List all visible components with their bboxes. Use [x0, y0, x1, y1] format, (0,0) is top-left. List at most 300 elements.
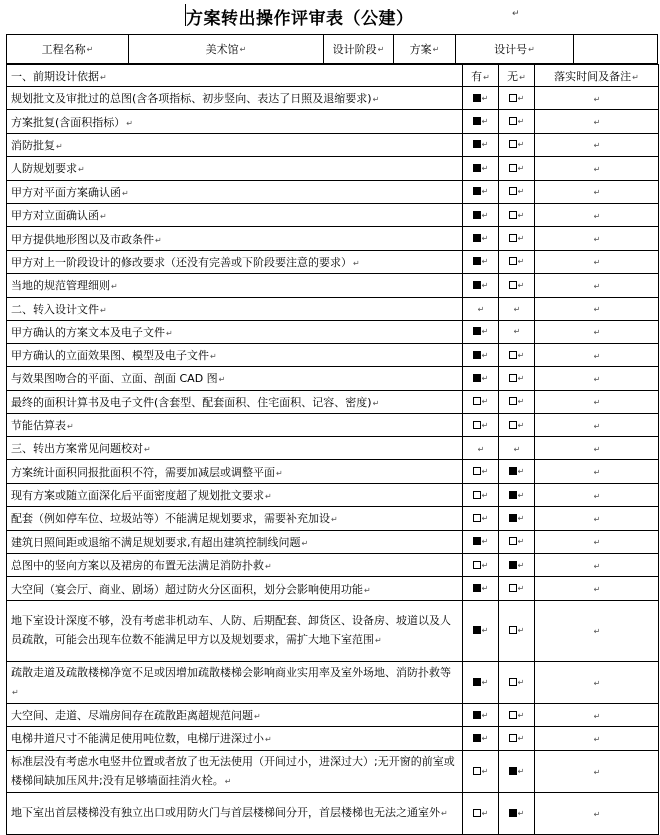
checkbox-cell-no [499, 250, 535, 273]
checkbox-cell-yes [463, 703, 499, 726]
checkbox-cell-yes [463, 792, 499, 834]
checklist-item-text: 疏散走道及疏散楼梯净宽不足或因增加疏散楼梯会影响商业实用率及室外场地、消防扑救等 [11, 665, 451, 679]
paragraph-mark-icon: ↵ [517, 467, 525, 477]
note-cell[interactable] [535, 460, 659, 483]
section-heading [7, 297, 463, 320]
paragraph-mark-icon: ↵ [593, 351, 601, 361]
checkbox-checked-icon[interactable] [473, 626, 481, 634]
checkbox-unchecked-icon[interactable] [509, 397, 517, 405]
checkbox-checked-icon[interactable] [473, 234, 481, 242]
checklist-item [7, 792, 463, 834]
checkbox-cell-no [499, 320, 535, 343]
paragraph-mark-icon: ↵ [481, 733, 489, 743]
checklist-item-text: 标准层没有考虑水电竖井位置或者放了也无法使用（开间过小，进深过大）;无开窗的前室或楼梯间缺加压风井;没有足够墙面挂消火栓。 [11, 754, 455, 787]
project-info-table [6, 34, 658, 64]
note-cell[interactable] [535, 367, 659, 390]
checklist-row [7, 320, 659, 343]
checkbox-cell-no [499, 227, 535, 250]
checkbox-cell-no [499, 87, 535, 110]
checklist-row [7, 703, 659, 726]
checklist-item-text: 配套（例如停车位、垃圾站等）不能满足规划要求，需要补充加设 [11, 512, 330, 526]
note-cell[interactable] [535, 110, 659, 133]
note-cell[interactable] [535, 203, 659, 226]
checkbox-checked-icon[interactable] [473, 351, 481, 359]
checkbox-cell-no [499, 792, 535, 834]
checkbox-cell-yes [463, 727, 499, 750]
checkbox-unchecked-icon[interactable] [509, 164, 517, 172]
paragraph-mark-icon: ↵ [593, 585, 601, 595]
checkbox-cell-yes [463, 600, 499, 661]
paragraph-mark-icon: ↵ [593, 141, 601, 151]
checkbox-unchecked-icon[interactable] [509, 211, 517, 219]
checkbox-cell-no [499, 133, 535, 156]
checkbox-checked-icon[interactable] [473, 187, 481, 195]
column-header-note [535, 65, 659, 87]
checklist-item-text: 人防规划要求 [11, 162, 77, 176]
checkbox-checked-icon[interactable] [509, 467, 517, 475]
checklist-row [7, 792, 659, 834]
checklist-item-text: 甲方对上一阶段设计的修改要求（还没有完善或下阶段要注意的要求） [11, 255, 352, 269]
checkbox-checked-icon[interactable] [473, 94, 481, 102]
checkbox-checked-icon[interactable] [473, 327, 481, 335]
paragraph-mark-icon: ↵ [593, 211, 601, 221]
paragraph-mark-icon: ↵ [481, 327, 489, 337]
paragraph-mark-icon: ↵ [517, 234, 525, 244]
note-cell[interactable] [535, 530, 659, 553]
checkbox-unchecked-icon[interactable] [509, 281, 517, 289]
checkbox-unchecked-icon[interactable] [473, 397, 481, 405]
checkbox-cell-yes [463, 227, 499, 250]
checklist-row [7, 87, 659, 110]
checklist-item [7, 343, 463, 366]
checklist-row [7, 554, 659, 577]
checklist-row [7, 661, 659, 703]
paragraph-mark-icon: ↵ [481, 677, 489, 687]
note-cell[interactable] [535, 727, 659, 750]
checkbox-unchecked-icon[interactable] [509, 94, 517, 102]
checkbox-checked-icon[interactable] [473, 734, 481, 742]
checkbox-unchecked-icon[interactable] [509, 257, 517, 265]
note-cell[interactable] [535, 661, 659, 703]
note-cell[interactable] [535, 157, 659, 180]
paragraph-mark-icon: ↵ [331, 515, 338, 525]
section-heading-row [7, 65, 659, 87]
checkbox-cell-no [499, 703, 535, 726]
checkbox-unchecked-icon[interactable] [473, 467, 481, 475]
paragraph-mark-icon: ↵ [481, 490, 489, 500]
checklist-row [7, 180, 659, 203]
paragraph-mark-icon: ↵ [517, 537, 525, 547]
checklist-item [7, 227, 463, 250]
paragraph-mark-icon: ↵ [265, 562, 272, 572]
checkbox-unchecked-icon[interactable] [473, 421, 481, 429]
checkbox-unchecked-icon[interactable] [473, 767, 481, 775]
checkbox-cell-no [499, 367, 535, 390]
checklist-item [7, 661, 463, 703]
note-cell[interactable] [535, 750, 659, 792]
paragraph-mark-icon: ↵ [519, 72, 526, 82]
paragraph-mark-icon: ↵ [218, 375, 226, 385]
note-cell[interactable] [535, 792, 659, 834]
paragraph-mark-icon: ↵ [517, 257, 525, 267]
title-row [0, 0, 660, 34]
column-header-yes-text: 有 [471, 69, 483, 83]
checkbox-cell-yes [463, 250, 499, 273]
checkbox-cell-no [499, 554, 535, 577]
paragraph-mark-icon: ↵ [517, 350, 525, 360]
checklist-item-text: 大空间（宴会厅、商业、剧场）超过防火分区面积，划分会影响使用功能 [11, 582, 363, 596]
paragraph-mark-icon: ↵ [517, 187, 525, 197]
paragraph-mark-icon: ↵ [122, 188, 129, 198]
note-cell[interactable] [535, 390, 659, 413]
checklist-item [7, 414, 463, 437]
paragraph-mark-icon: ↵ [481, 420, 489, 430]
paragraph-mark-icon: ↵ [593, 421, 601, 431]
checkbox-unchecked-icon[interactable] [509, 234, 517, 242]
checkbox-cell-yes [463, 180, 499, 203]
checklist-item-text: 大空间、走道、尽端房间存在疏散距离超规范问题 [11, 709, 253, 722]
paragraph-mark-icon: ↵ [166, 328, 173, 338]
paragraph-mark-icon: ↵ [517, 397, 525, 407]
empty-header-cell [499, 297, 535, 320]
note-cell[interactable] [535, 180, 659, 203]
checklist-row [7, 343, 659, 366]
checklist-row [7, 203, 659, 226]
paragraph-mark-icon: ↵ [477, 444, 485, 454]
paragraph-mark-icon: ↵ [632, 72, 639, 82]
note-cell[interactable] [535, 483, 659, 506]
checkbox-cell-no [499, 483, 535, 506]
paragraph-mark-icon: ↵ [377, 44, 385, 54]
paragraph-mark-icon: ↵ [375, 636, 382, 646]
paragraph-mark-icon: ↵ [593, 235, 601, 245]
checklist-item [7, 274, 463, 297]
checkbox-checked-icon[interactable] [473, 140, 481, 148]
checkbox-checked-icon[interactable] [509, 514, 517, 522]
checkbox-unchecked-icon[interactable] [473, 809, 481, 817]
paragraph-mark-icon: ↵ [513, 305, 521, 315]
checkbox-checked-icon[interactable] [473, 374, 481, 382]
design-stage-value-cell[interactable] [394, 35, 456, 63]
checkbox-checked-icon[interactable] [473, 164, 481, 172]
checkbox-cell-yes [463, 460, 499, 483]
paragraph-mark-icon: ↵ [517, 373, 525, 383]
checklist-item [7, 133, 463, 156]
paragraph-mark-icon: ↵ [481, 710, 489, 720]
checkbox-checked-icon[interactable] [473, 211, 481, 219]
checklist-item-text: 甲方对立面确认函 [11, 209, 99, 223]
project-name-label-cell [7, 35, 129, 63]
checklist-item [7, 320, 463, 343]
paragraph-mark-icon: ↵ [593, 258, 601, 268]
checkbox-cell-no [499, 507, 535, 530]
checkbox-checked-icon[interactable] [473, 117, 481, 125]
checkbox-unchecked-icon[interactable] [509, 351, 517, 359]
checklist-item-text: 电梯井道尺寸不能满足使用吨位数，电梯厅进深过小 [11, 732, 264, 746]
checkbox-cell-yes [463, 577, 499, 600]
checklist-row [7, 367, 659, 390]
checkbox-unchecked-icon[interactable] [509, 117, 517, 125]
checklist-row [7, 727, 659, 750]
checklist-item-text: 方案批复(含面积指标） [11, 115, 126, 129]
column-header-note-text: 落实时间及备注 [554, 69, 632, 83]
page-title: 方案转出操作评审表（公建） [186, 9, 414, 29]
paragraph-mark-icon: ↵ [100, 72, 107, 82]
note-cell[interactable] [535, 507, 659, 530]
paragraph-mark-icon: ↵ [517, 677, 525, 687]
section-heading-row [7, 437, 659, 460]
checkbox-checked-icon[interactable] [473, 711, 481, 719]
design-stage-value[interactable]: 方案 [409, 43, 432, 56]
paragraph-mark-icon: ↵ [100, 212, 107, 222]
checkbox-unchecked-icon[interactable] [509, 140, 517, 148]
paragraph-mark-icon: ↵ [364, 585, 371, 595]
paragraph-mark-icon: ↵ [265, 492, 272, 502]
checkbox-unchecked-icon[interactable] [509, 421, 517, 429]
note-cell[interactable] [535, 577, 659, 600]
paragraph-mark-icon: ↵ [593, 627, 601, 637]
checkbox-checked-icon[interactable] [509, 809, 517, 817]
checkbox-unchecked-icon[interactable] [509, 711, 517, 719]
checkbox-cell-no [499, 530, 535, 553]
checkbox-unchecked-icon[interactable] [509, 187, 517, 195]
checklist-item [7, 87, 463, 110]
paragraph-mark-icon: ↵ [144, 445, 151, 455]
checklist-item-text: 节能估算表 [11, 419, 66, 433]
checklist-row [7, 460, 659, 483]
checklist-row [7, 530, 659, 553]
paragraph-mark-icon: ↵ [239, 44, 247, 54]
paragraph-mark-icon: ↵ [513, 444, 521, 454]
paragraph-mark-icon: ↵ [513, 327, 521, 337]
checklist-item [7, 727, 463, 750]
checklist-item-text: 甲方确认的方案文本及电子文件 [11, 325, 165, 339]
section-heading-row [7, 297, 659, 320]
checkbox-checked-icon[interactable] [473, 584, 481, 592]
checkbox-unchecked-icon[interactable] [473, 514, 481, 522]
checkbox-cell-no [499, 180, 535, 203]
paragraph-mark-icon: ↵ [517, 210, 525, 220]
checklist-item [7, 390, 463, 413]
checkbox-cell-yes [463, 507, 499, 530]
checklist-item-text: 最终的面积计算书及电子文件(含套型、配套面积、住宅面积、记容、密度) [11, 395, 372, 409]
checkbox-cell-yes [463, 133, 499, 156]
checklist-row [7, 250, 659, 273]
section-heading [7, 437, 463, 460]
checkbox-cell-yes [463, 110, 499, 133]
checklist-row [7, 133, 659, 156]
checkbox-cell-no [499, 110, 535, 133]
column-header-no [499, 65, 535, 87]
paragraph-mark-icon: ↵ [517, 513, 525, 523]
checkbox-cell-yes [463, 274, 499, 297]
empty-header-cell [463, 437, 499, 460]
empty-header-cell [463, 297, 499, 320]
empty-header-cell [535, 297, 659, 320]
note-cell[interactable] [535, 133, 659, 156]
checklist-row [7, 274, 659, 297]
checklist-row [7, 577, 659, 600]
note-cell[interactable] [535, 274, 659, 297]
paragraph-mark-icon: ↵ [67, 422, 74, 432]
paragraph-mark-icon: ↵ [372, 95, 380, 105]
checklist-item-text: 甲方对平面方案确认函 [11, 185, 121, 199]
paragraph-mark-icon: ↵ [372, 398, 380, 408]
paragraph-mark-icon: ↵ [593, 561, 601, 571]
checkbox-checked-icon[interactable] [473, 257, 481, 265]
project-name-value-cell[interactable] [129, 35, 324, 63]
paragraph-mark-icon: ↵ [593, 164, 601, 174]
note-cell[interactable] [535, 250, 659, 273]
checkbox-cell-yes [463, 530, 499, 553]
paragraph-mark-icon: ↵ [593, 281, 601, 291]
checklist-row [7, 414, 659, 437]
paragraph-mark-icon: ↵ [517, 117, 525, 127]
note-cell[interactable] [535, 227, 659, 250]
checklist-row [7, 600, 659, 661]
checklist-item [7, 577, 463, 600]
checkbox-unchecked-icon[interactable] [509, 584, 517, 592]
checklist-item-text: 当地的规范管理细则 [11, 279, 110, 293]
paragraph-mark-icon: ↵ [254, 712, 261, 721]
checklist-item [7, 483, 463, 506]
paragraph-mark-icon: ↵ [593, 328, 601, 338]
checklist-item [7, 554, 463, 577]
empty-header-cell [499, 437, 535, 460]
paragraph-mark-icon: ↵ [517, 420, 525, 430]
paragraph-mark-icon: ↵ [481, 280, 489, 290]
checkbox-checked-icon[interactable] [509, 561, 517, 569]
note-cell[interactable] [535, 414, 659, 437]
paragraph-mark-icon: ↵ [481, 163, 489, 173]
checklist-item-text: 地下室出首层楼梯没有独立出口或用防火门与首层楼梯间分开，首层楼梯也无法之通室外 [11, 806, 440, 820]
paragraph-mark-icon: ↵ [517, 140, 525, 150]
paragraph-mark-icon: ↵ [432, 44, 440, 54]
checkbox-checked-icon[interactable] [473, 281, 481, 289]
checklist-row [7, 227, 659, 250]
paragraph-mark-icon: ↵ [86, 44, 94, 54]
paragraph-mark-icon: ↵ [353, 258, 360, 268]
section-heading-text: 二、转入设计文件 [11, 302, 99, 316]
design-number-label: 设计号 [494, 43, 528, 56]
checkbox-cell-yes [463, 320, 499, 343]
project-name-value[interactable]: 美术馆 [205, 43, 239, 56]
note-cell[interactable] [535, 703, 659, 726]
paragraph-mark-icon: ↵ [517, 733, 525, 743]
checkbox-cell-no [499, 600, 535, 661]
paragraph-mark-icon: ↵ [56, 141, 63, 151]
paragraph-mark-icon: ↵ [593, 94, 601, 104]
paragraph-mark-icon: ↵ [593, 188, 601, 198]
paragraph-mark-icon: ↵ [481, 210, 489, 220]
checkbox-unchecked-icon[interactable] [473, 491, 481, 499]
checkbox-unchecked-icon[interactable] [509, 626, 517, 634]
paragraph-mark-icon: ↵ [593, 538, 601, 548]
checkbox-unchecked-icon[interactable] [509, 734, 517, 742]
checklist-item [7, 750, 463, 792]
checklist-item [7, 203, 463, 226]
checkbox-cell-yes [463, 414, 499, 437]
empty-header-cell [535, 437, 659, 460]
paragraph-mark-icon: ↵ [301, 538, 309, 548]
paragraph-mark-icon: ↵ [155, 235, 162, 245]
checklist-item-text: 规划批文及审批过的总图(含各项指标、初步竖向、表达了日照及退缩要求) [11, 92, 372, 106]
paragraph-mark-icon: ↵ [517, 710, 525, 720]
paragraph-mark-icon: ↵ [111, 282, 118, 292]
paragraph-mark-icon: ↵ [593, 118, 601, 128]
checkbox-cell-no [499, 577, 535, 600]
checklist-row [7, 157, 659, 180]
checklist-item-text: 方案统计面积同报批面积不符，需要加减层或调整平面 [11, 465, 275, 479]
checkbox-checked-icon[interactable] [473, 537, 481, 545]
note-cell[interactable] [535, 343, 659, 366]
checklist-item-text: 与效果图吻合的平面、立面、剖面 CAD 图 [11, 372, 218, 386]
checklist-row [7, 483, 659, 506]
checklist-item [7, 600, 463, 661]
paragraph-mark-icon: ↵ [276, 468, 283, 478]
paragraph-mark-icon: ↵ [481, 626, 489, 636]
checkbox-cell-yes [463, 343, 499, 366]
checklist-row [7, 507, 659, 530]
checkbox-cell-yes [463, 367, 499, 390]
checklist-item-text: 地下室设计深度不够，没有考虑非机动车、人防、后期配套、卸货区、设备房、坡道以及人员疏散，可能会出现车位数不能满足甲方以及规划要求，需扩大地下室范围 [11, 614, 451, 647]
note-cell[interactable] [535, 320, 659, 343]
paragraph-mark-icon: ↵ [593, 678, 601, 688]
checkbox-cell-no [499, 274, 535, 297]
paragraph-mark-icon: ↵ [78, 165, 85, 175]
design-stage-label-cell [324, 35, 394, 63]
checkbox-cell-yes [463, 203, 499, 226]
paragraph-mark-icon: ↵ [517, 584, 525, 594]
paragraph-mark-icon: ↵ [224, 776, 232, 786]
checkbox-unchecked-icon[interactable] [473, 561, 481, 569]
paragraph-mark-icon: ↵ [481, 93, 489, 103]
section-heading-text: 三、转出方案常见问题校对 [11, 442, 143, 456]
checkbox-unchecked-icon[interactable] [509, 678, 517, 686]
checkbox-checked-icon[interactable] [473, 678, 481, 686]
checklist-item [7, 703, 463, 726]
paragraph-mark-icon: ↵ [593, 398, 601, 408]
checklist-item-text: 现有方案或随立面深化后平面密度超了规划批文要求 [11, 489, 264, 503]
paragraph-mark-icon: ↵ [481, 397, 489, 407]
design-number-value-cell[interactable] [574, 35, 657, 63]
paragraph-mark-icon: ↵ [593, 468, 601, 478]
column-header-yes [463, 65, 499, 87]
checkbox-unchecked-icon[interactable] [509, 374, 517, 382]
paragraph-mark-icon: ↵ [481, 560, 489, 570]
checkbox-unchecked-icon[interactable] [509, 537, 517, 545]
checkbox-cell-no [499, 157, 535, 180]
paragraph-mark-icon: ↵ [481, 117, 489, 127]
checklist-item [7, 180, 463, 203]
note-cell[interactable] [535, 87, 659, 110]
checklist-item-text: 建筑日照间距或退缩不满足规划要求,有超出建筑控制线问题 [11, 535, 301, 549]
note-cell[interactable] [535, 600, 659, 661]
design-number-label-cell [456, 35, 574, 63]
checkbox-cell-yes [463, 483, 499, 506]
paragraph-mark-icon: ↵ [517, 93, 525, 103]
column-header-no-text: 无 [507, 69, 519, 83]
checkbox-checked-icon[interactable] [509, 767, 517, 775]
checkbox-checked-icon[interactable] [509, 491, 517, 499]
note-cell[interactable] [535, 554, 659, 577]
checklist-row [7, 750, 659, 792]
paragraph-mark-icon: ↵ [517, 560, 525, 570]
paragraph-mark-icon: ↵ [481, 234, 489, 244]
paragraph-mark-icon: ↵ [481, 373, 489, 383]
paragraph-mark-icon: ↵ [593, 711, 601, 721]
checklist-item-text: 总图中的竖向方案以及裙房的布置无法满足消防扑救 [11, 559, 264, 573]
